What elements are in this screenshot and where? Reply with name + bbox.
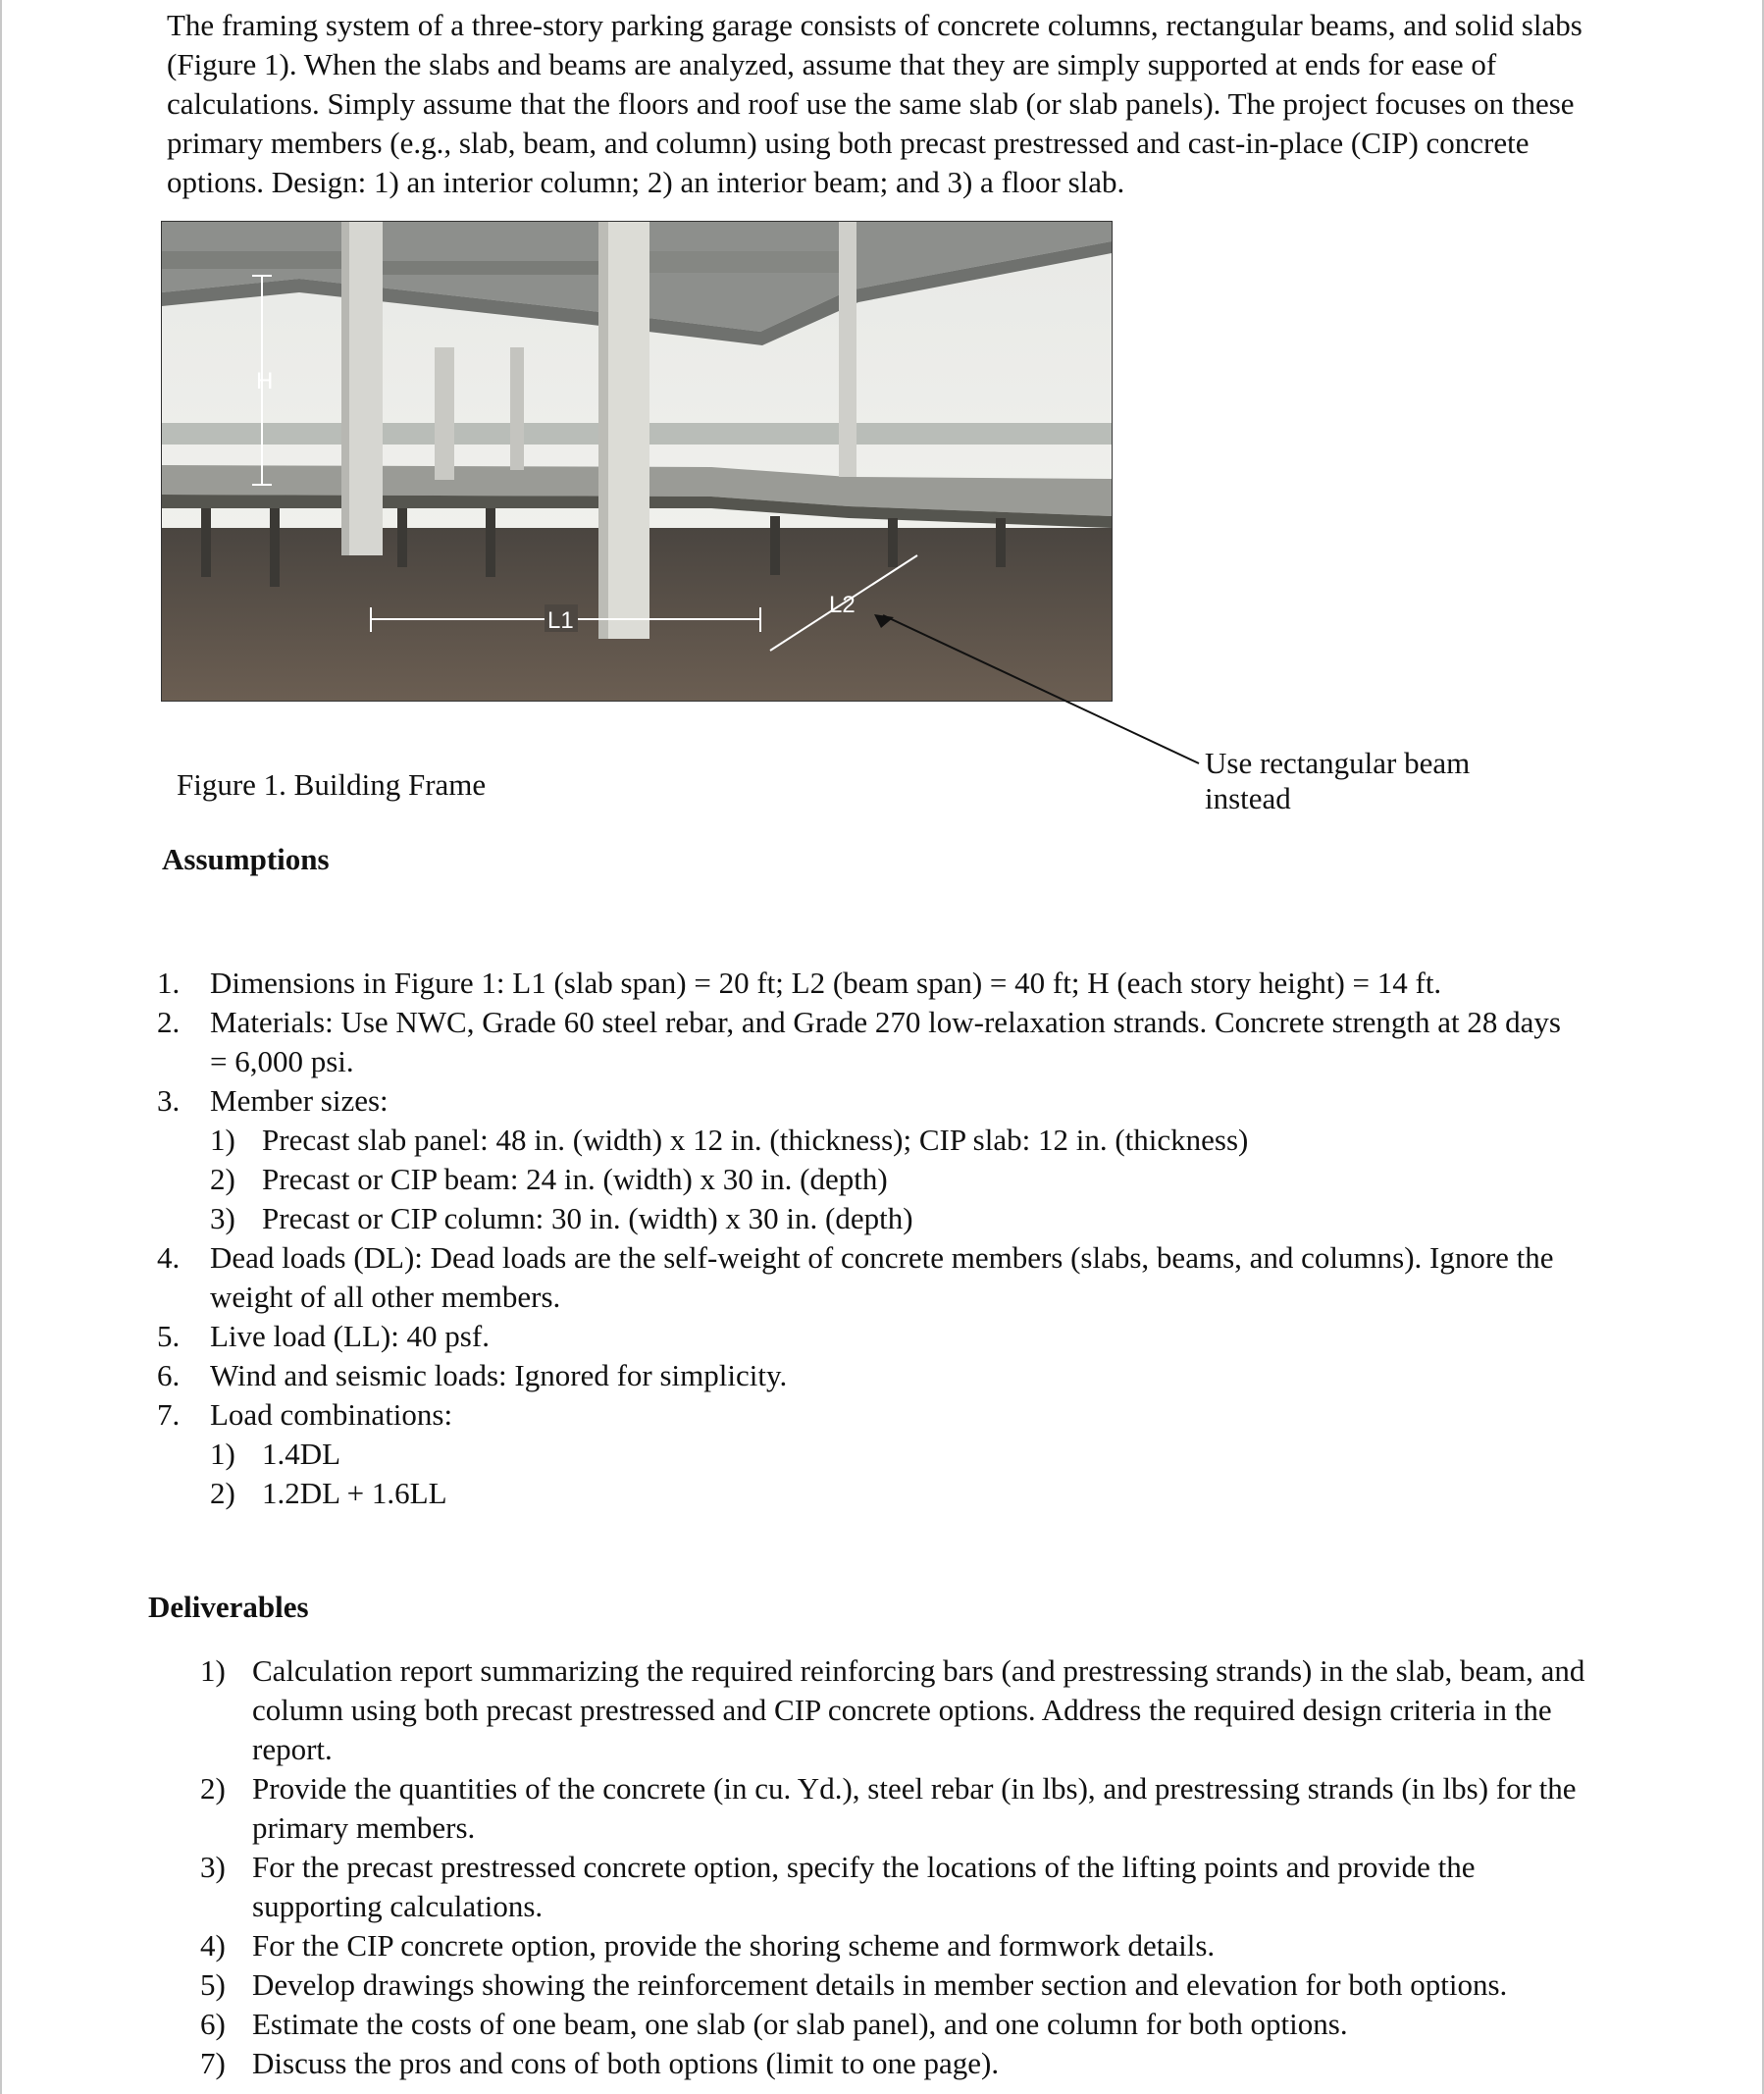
list-item: 2. Materials: Use NWC, Grade 60 steel rebar, and Grade 270 low-relaxation strands. Concrete strength at 28 days = 6,000 psi. xyxy=(157,1005,1561,1078)
list-item: 3) For the precast prestressed concrete option, specify the locations of the lifting points and provide the supporting calculations. xyxy=(200,1850,1476,1923)
deliverables-list xyxy=(200,1651,1593,2083)
list-item: 3) Precast or CIP column: 30 in. (width) x 30 in. (depth) xyxy=(210,1201,913,1235)
list-item: 2) Provide the quantities of the concrete (in cu. Yd.), steel rebar (in lbs), and prestressing strands (in lbs) for the primary members. xyxy=(200,1771,1577,1845)
deliverables-heading: Deliverables xyxy=(148,1590,309,1624)
label-l1: L1 xyxy=(547,607,574,634)
list-item: 2) Precast or CIP beam: 24 in. (width) x 30 in. (depth) xyxy=(210,1162,888,1196)
label-l2: L2 xyxy=(829,592,856,618)
intro-paragraph: The framing system of a three-story parking garage consists of concrete columns, rectangular beams, and solid slabs (Figure 1). When the slabs and beams are analyzed, assume that they are simply supported at ends for ease of calculations. Simply assume that the floors and roof use the same slab (or slab panels). The project focuses on these primary members (e.g., slab, beam, and column) using both precast prestressed and cast-in-place (CIP) concrete options. Design: 1) an interior column; 2) an interior beam; and 3) a floor slab. xyxy=(167,8,1582,199)
list-item: 6. Wind and seismic loads: Ignored for simplicity. xyxy=(157,1358,788,1392)
page-border-left xyxy=(0,0,2,2094)
list-item: 1) 1.4DL xyxy=(210,1437,341,1471)
figure-caption: Figure 1. Building Frame xyxy=(177,767,487,802)
assumptions-heading: Assumptions xyxy=(162,842,330,876)
list-item: 7) Discuss the pros and cons of both options (limit to one page). xyxy=(200,2046,1000,2080)
list-item: 2) 1.2DL + 1.6LL xyxy=(210,1476,447,1510)
callout-text: Use rectangular beam instead xyxy=(1205,746,1471,815)
assumptions-list xyxy=(157,964,1570,1513)
list-item: 1. Dimensions in Figure 1: L1 (slab span) = 20 ft; L2 (beam span) = 40 ft; H (each story height) = 14 ft. xyxy=(157,966,1442,1000)
member-sizes-sublist xyxy=(210,1121,1570,1238)
list-item: 3. Member sizes: 1) Precast slab panel: 48 in. (width) x 12 in. (thickness); CIP slab: 12 in. (thickness) 2) Precast or CIP beam: 24 in. (width) x 30 in. (depth) 3) Precast or CIP column: 30 in. (width) x 30 in. (depth) xyxy=(157,1081,1570,1238)
label-h: H xyxy=(256,368,274,394)
list-item: 5) Develop drawings showing the reinforcement details in member section and elevation for both options. xyxy=(200,1967,1508,2002)
building-frame-photo xyxy=(161,221,1113,702)
list-item: 1) Calculation report summarizing the required reinforcing bars (and prestressing strands) in the slab, beam, and column using both precast prestressed and CIP concrete options. Address the required design criteria in the report. xyxy=(200,1653,1585,1766)
list-item: 1) Precast slab panel: 48 in. (width) x 12 in. (thickness); CIP slab: 12 in. (thickness) xyxy=(210,1123,1249,1157)
list-item: 4. Dead loads (DL): Dead loads are the self-weight of concrete members (slabs, beams, and columns). Ignore the weight of all other members. xyxy=(157,1240,1554,1314)
load-combinations-sublist xyxy=(210,1435,1570,1513)
list-item: 6) Estimate the costs of one beam, one slab (or slab panel), and one column for both options. xyxy=(200,2007,1348,2041)
list-item: 7. Load combinations: 1) 1.4DL 2) 1.2DL + 1.6LL xyxy=(157,1395,1570,1513)
list-item: 5. Live load (LL): 40 psf. xyxy=(157,1319,490,1353)
list-item: 4) For the CIP concrete option, provide the shoring scheme and formwork details. xyxy=(200,1928,1216,1963)
